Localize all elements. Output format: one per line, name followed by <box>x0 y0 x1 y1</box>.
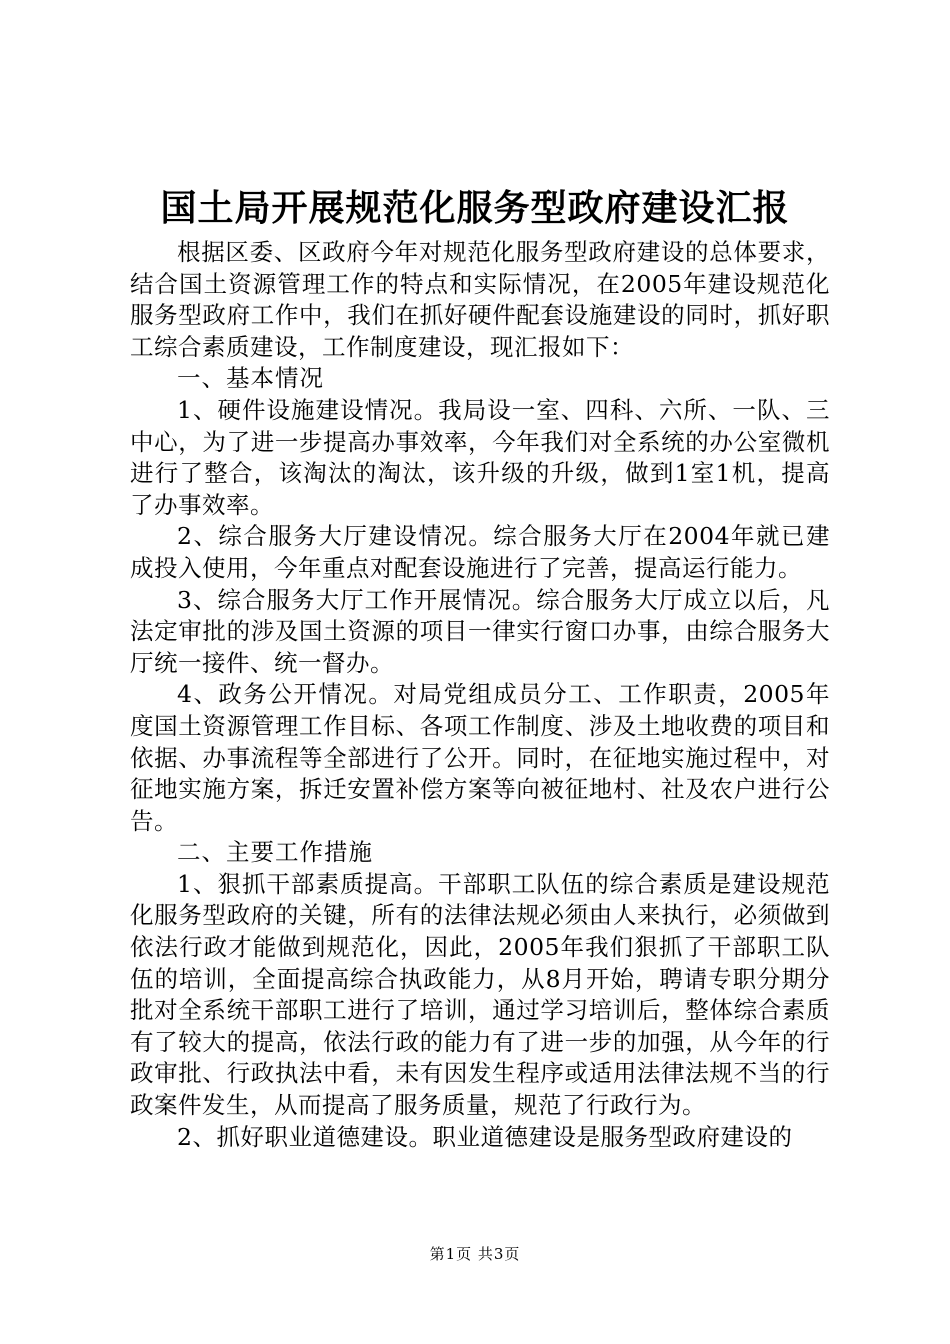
paragraph-intro: 根据区委、区政府今年对规范化服务型政府建设的总体要求，结合国土资源管理工作的特点和实际情况，在2005年建设规范化服务型政府工作中，我们在抓好硬件配套设施建设的同时，抓好职工综合素质建设，工作制度建设，现汇报如下： <box>130 238 830 361</box>
page-number-footer: 第1页 共3页 <box>429 1245 521 1263</box>
paragraph-professional-ethics: 2、抓好职业道德建设。职业道德建设是服务型政府建设的 <box>177 1122 793 1151</box>
section-heading-main-measures: 二、主要工作措施 <box>177 838 373 867</box>
paragraph-service-hall-work: 3、综合服务大厅工作开展情况。综合服务大厅成立以后，凡法定审批的涉及国土资源的项目一律实行窗口办事，由综合服务大厅统一接件、统一督办。 <box>130 585 830 677</box>
document-title: 国土局开展规范化服务型政府建设汇报 <box>160 187 790 229</box>
section-heading-basic-situation: 一、基本情况 <box>177 364 324 393</box>
paragraph-hardware-facilities: 1、硬件设施建设情况。我局设一室、四科、六所、一队、三中心，为了进一步提高办事效率，今年我们对全系统的办公室微机进行了整合，该淘汰的淘汰，该升级的升级，做到1室1机，提高了办事效率。 <box>130 395 830 519</box>
paragraph-cadre-quality: 1、狠抓干部素质提高。干部职工队伍的综合素质是建设规范化服务型政府的关键，所有的法律法规必须由人来执行，必须做到依法行政才能做到规范化，因此，2005年我们狠抓了干部职工队伍的培训，全面提高综合执政能力，从8月开始，聘请专职分期分批对全系统干部职工进行了培训，通过学习培训后，整体综合素质有了较大的提高，依法行政的能力有了进一步的加强，从今年的行政审批、行政执法中看，未有因发生程序或适用法律法规不当的行政案件发生，从而提高了服务质量，规范了行政行为。 <box>130 869 830 1120</box>
paragraph-service-hall-construction: 2、综合服务大厅建设情况。综合服务大厅在2004年就已建成投入使用，今年重点对配套设施进行了完善，提高运行能力。 <box>130 522 830 582</box>
document-body <box>130 237 830 1153</box>
paragraph-government-affairs-disclosure: 4、政务公开情况。对局党组成员分工、工作职责，2005年度国土资源管理工作目标、各项工作制度、涉及土地收费的项目和依据、办事流程等全部进行了公开。同时，在征地实施过程中，对征地实施方案，拆迁安置补偿方案等向被征地村、社及农户进行公告。 <box>130 680 830 835</box>
